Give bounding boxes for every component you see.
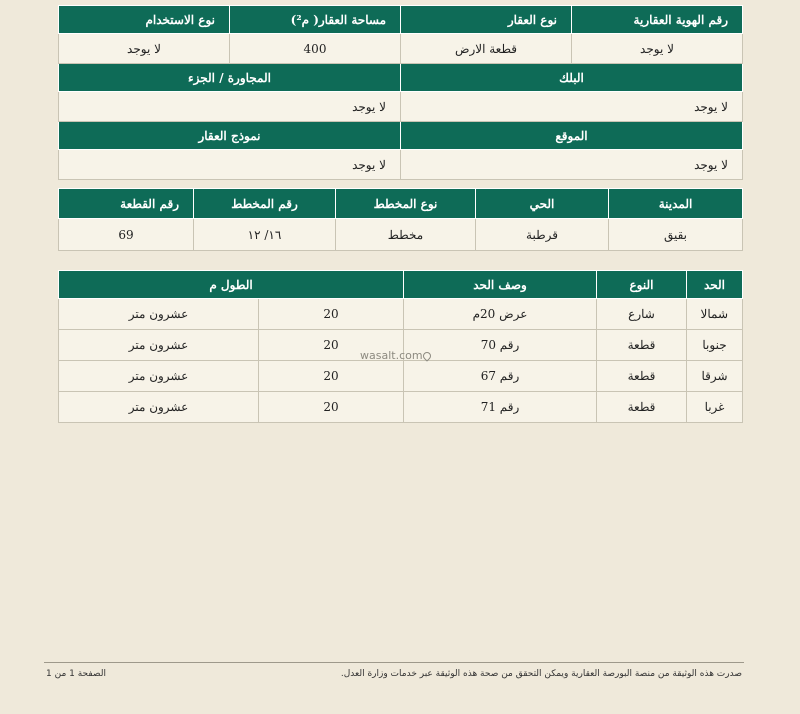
cell-length-words: عشرون متر — [59, 392, 259, 423]
header-cell-city: المدينة — [609, 189, 743, 219]
header-cell-boundary-description: وصف الحد — [404, 271, 597, 299]
header-cell-property-type: نوع العقار — [401, 6, 572, 34]
cell-neighborhood-part: لا يوجد — [59, 92, 401, 122]
cell-length-number: 20 — [259, 361, 404, 392]
cell-description: عرض 20م — [404, 299, 597, 330]
header-cell-plan-number: رقم المخطط — [194, 189, 336, 219]
boundaries-table — [58, 270, 743, 423]
cell-type: شارع — [597, 299, 687, 330]
cell-type: قطعة — [597, 361, 687, 392]
header-cell-property-id: رقم الهوية العقارية — [572, 6, 743, 34]
header-cell-plan-type: نوع المخطط — [336, 189, 476, 219]
cell-property-type: قطعة الارض — [401, 34, 572, 64]
header-cell-type: النوع — [597, 271, 687, 299]
table-row — [59, 150, 743, 180]
cell-area: 400 — [230, 34, 401, 64]
page-number: الصفحة 1 من 1 — [46, 669, 106, 679]
header-cell-neighborhood-part: المجاورة / الجزء — [59, 64, 401, 92]
cell-description: رقم 71 — [404, 392, 597, 423]
table-row — [59, 219, 743, 251]
cell-type: قطعة — [597, 330, 687, 361]
header-cell-block: البلك — [401, 64, 743, 92]
watermark — [360, 349, 434, 362]
cell-plan-number: ١٦/ ١٢ — [194, 219, 336, 251]
cell-city: بقيق — [609, 219, 743, 251]
cell-length-number: 20 — [259, 330, 404, 361]
cell-property-id: لا يوجد — [572, 34, 743, 64]
table-header-row — [59, 122, 743, 150]
table-row — [59, 392, 743, 423]
cell-block: لا يوجد — [401, 92, 743, 122]
footer-divider — [44, 662, 744, 663]
cell-length-number: 20 — [259, 299, 404, 330]
table-header-row — [59, 271, 743, 299]
header-cell-length: الطول م — [59, 271, 404, 299]
cell-plan-type: مخطط — [336, 219, 476, 251]
header-cell-location: الموقع — [401, 122, 743, 150]
cell-plot-number: 69 — [59, 219, 194, 251]
table-row — [59, 361, 743, 392]
cell-district: قرطبة — [476, 219, 609, 251]
table-header-row — [59, 64, 743, 92]
location-plan-table — [58, 188, 743, 251]
footer-note: صدرت هذه الوثيقة من منصة البورصة العقارية ويمكن التحقق من صحة هذه الوثيقة عبر خدمات وزارة العدل. — [340, 669, 742, 679]
cell-boundary: جنوبا — [687, 330, 743, 361]
cell-description: رقم 67 — [404, 361, 597, 392]
cell-property-model: لا يوجد — [59, 150, 401, 180]
table-header-row — [59, 189, 743, 219]
cell-length-words: عشرون متر — [59, 299, 259, 330]
header-cell-plot-number: رقم القطعة — [59, 189, 194, 219]
table-row — [59, 299, 743, 330]
table-row — [59, 34, 743, 64]
cell-boundary: غربا — [687, 392, 743, 423]
property-info-table — [58, 5, 743, 180]
header-cell-usage-type: نوع الاستخدام — [59, 6, 230, 34]
cell-usage-type: لا يوجد — [59, 34, 230, 64]
cell-length-words: عشرون متر — [59, 361, 259, 392]
cell-boundary: شرقا — [687, 361, 743, 392]
cell-location: لا يوجد — [401, 150, 743, 180]
cell-description: رقم 70 — [404, 330, 597, 361]
watermark-text: wasalt.com — [360, 349, 423, 362]
cell-length-number: 20 — [259, 392, 404, 423]
header-cell-area: مساحة العقار( م²) — [230, 6, 401, 34]
table-row — [59, 92, 743, 122]
header-cell-district: الحي — [476, 189, 609, 219]
header-cell-boundary: الحد — [687, 271, 743, 299]
header-cell-property-model: نموذج العقار — [59, 122, 401, 150]
cell-length-words: عشرون متر — [59, 330, 259, 361]
cell-boundary: شمالا — [687, 299, 743, 330]
cell-type: قطعة — [597, 392, 687, 423]
table-header-row — [59, 6, 743, 34]
